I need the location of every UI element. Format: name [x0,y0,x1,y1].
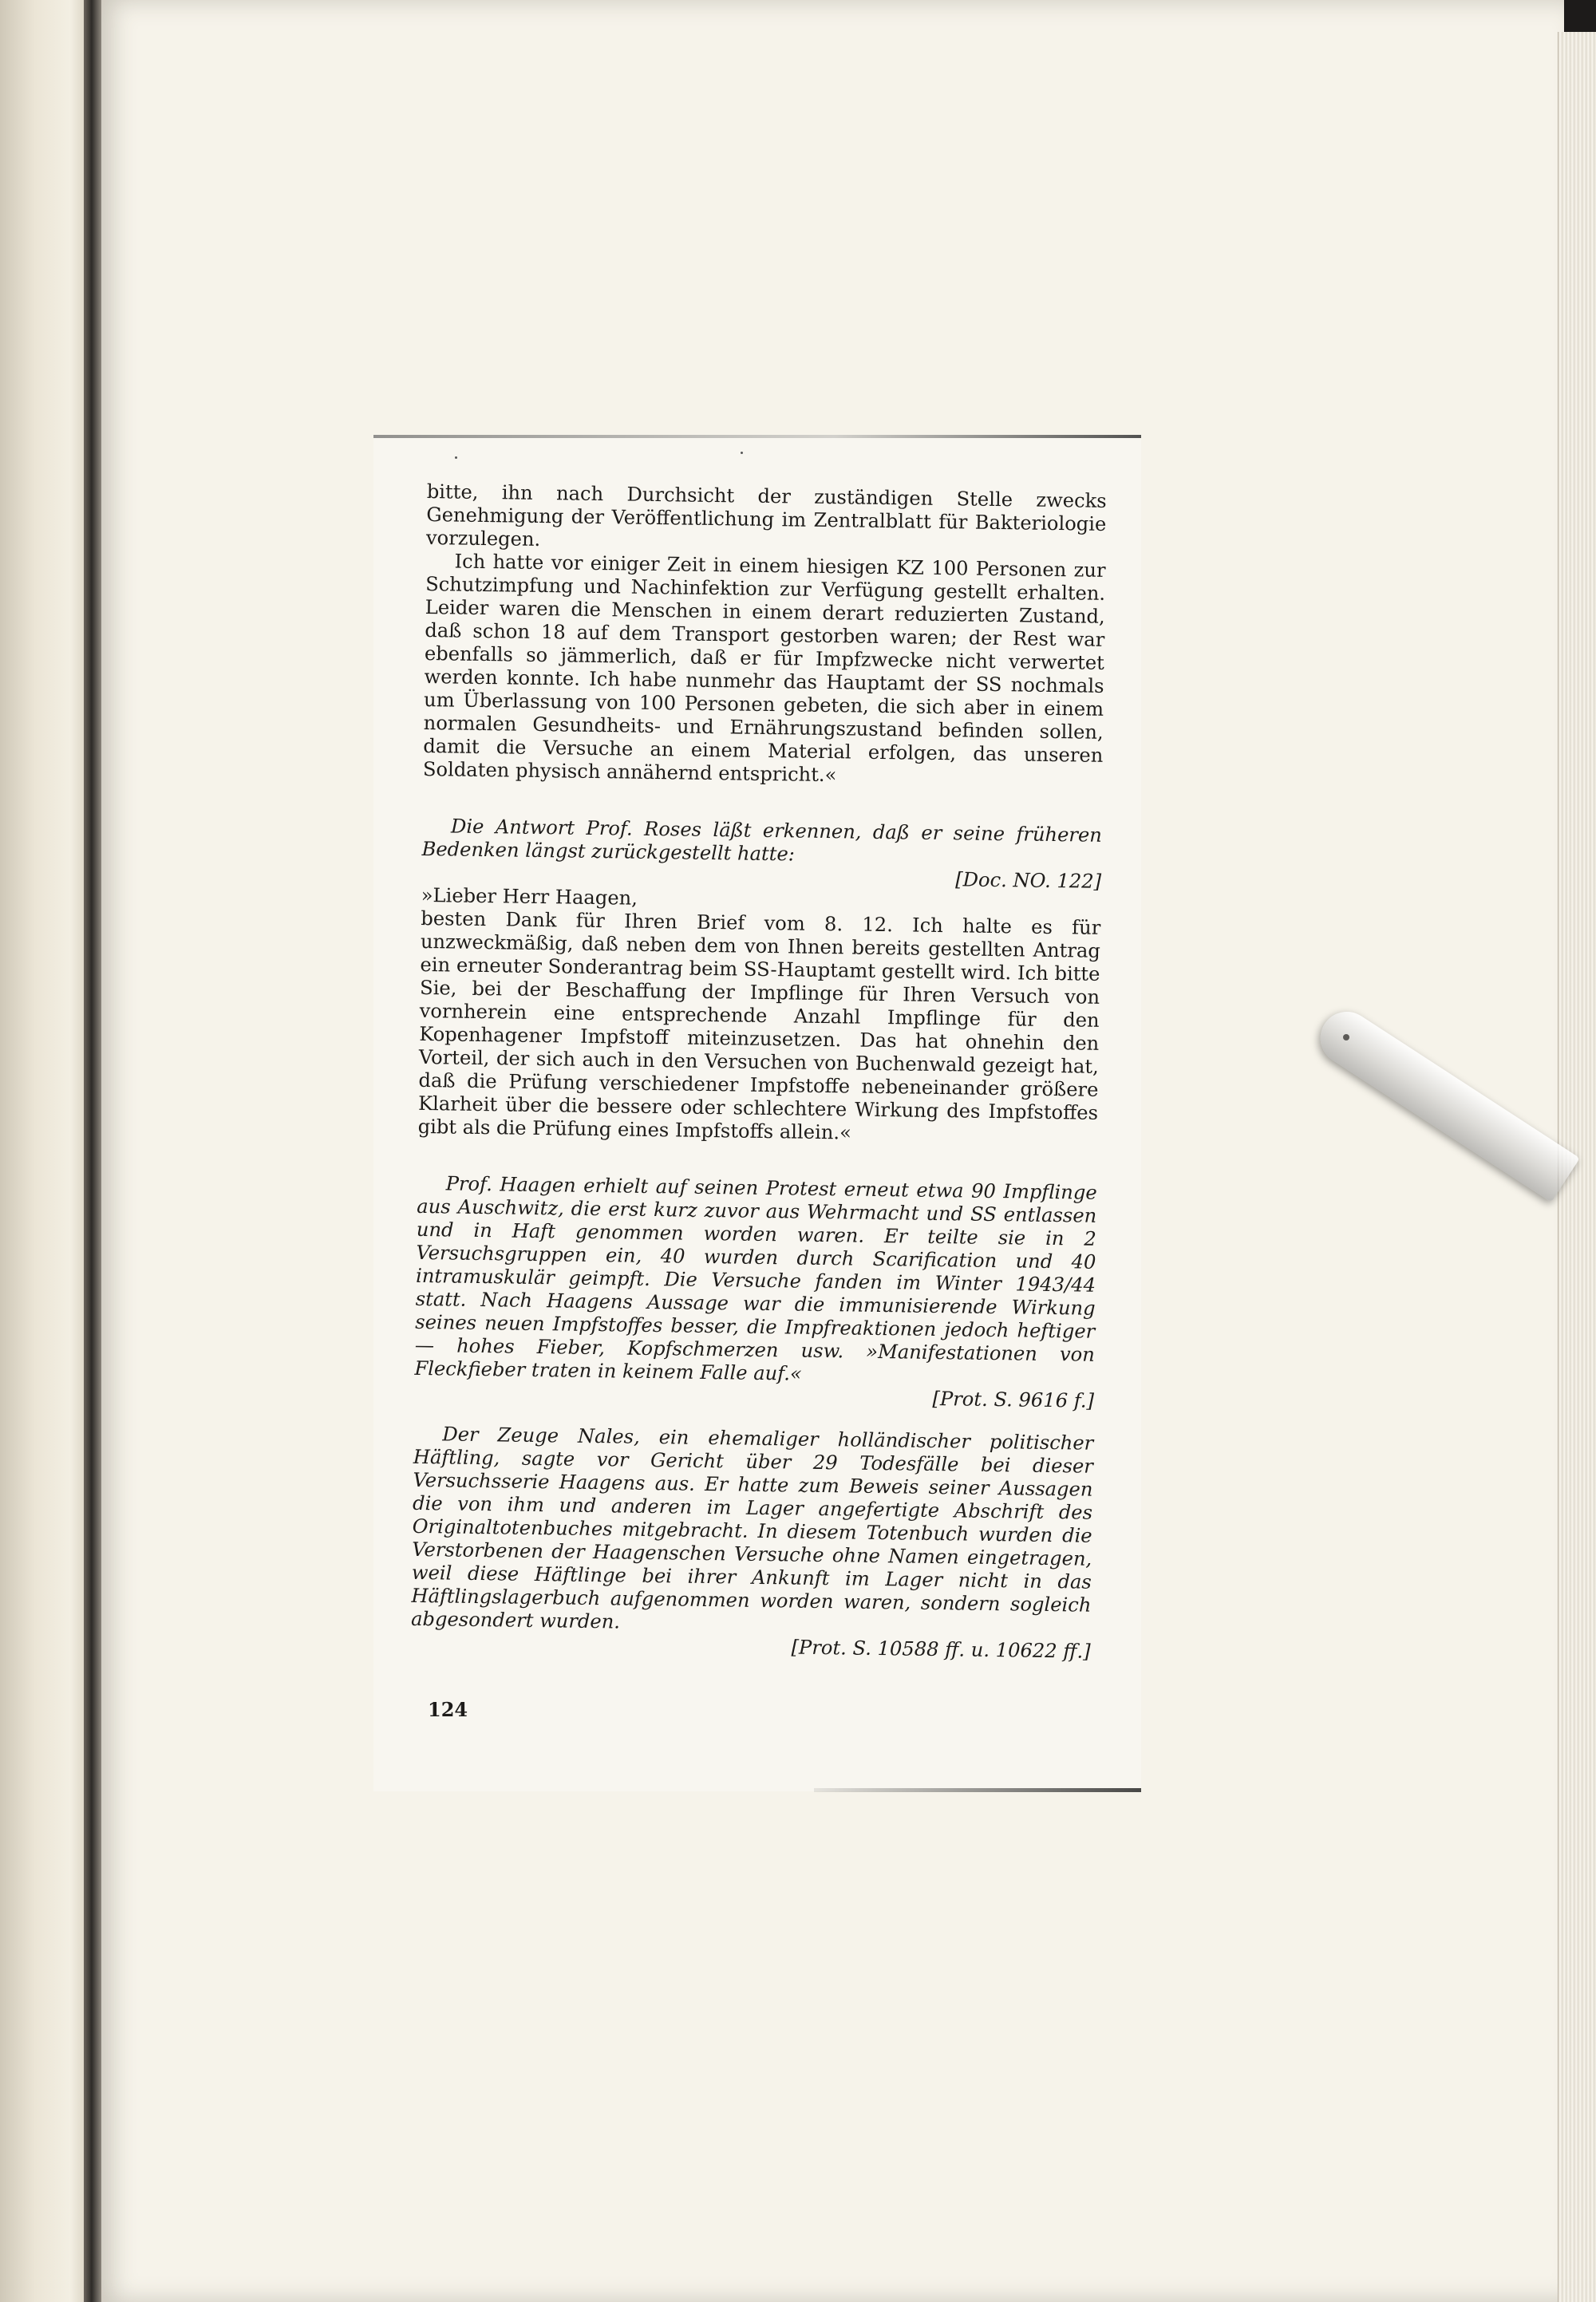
paragraph-commentary-rose: Die Antwort Prof. Roses läßt erkennen, daß er seine früheren Bedenken längst zurückgestellt hatte: [421,815,1103,866]
reference-doc: [Doc. NO. 122] [955,868,1102,893]
speck [741,452,743,454]
speck [455,456,457,459]
paragraph-commentary-haagen: Prof. Haagen erhielt auf seinen Protest erneut etwa 90 Impflinge aus Auschwitz, die erst kurz zuvor aus Wehrmacht und SS entlassen und in Haft genommen worden waren. Er teilte sie in 2 Versuchsgruppen ein, 40 wurden durch Scarification und 40 intramuskulär geimpft. Die Versuche fanden im Winter 1943/44 statt. Nach Haagens Aussage war die immunisierende Wirkung seines neuen Impfstoffes besser, die Impfreaktionen jedoch heftiger — hohes Fieber, Kopfschmerzen usw. »Manifestationen von Fleckfieber traten in keinem Falle auf.« [414,1172,1097,1385]
pointer-hole [1343,1034,1349,1040]
paragraph-letter-end: bitte, ihn nach Durchsicht der zuständigen Stelle zwecks Genehmigung der Veröffentlichung im Zentralblatt für Bakteriologie vorzulegen. [425,480,1107,551]
reference-prot-1: [Prot. S. 9616 f.] [932,1387,1095,1412]
text-block [410,480,1106,1664]
left-page-edge [0,0,88,2302]
paragraph-witness-nales: Der Zeuge Nales, ein ehemaliger holländischer politischer Häftling, sagte vor Gericht über 29 Todesfälle bei dieser Versuchsserie Haagens aus. Er hatte zum Beweis seiner Aussagen die von ihm und anderen im Lager angefertigte Abschrift des Originaltotenbuches mitgebracht. In diesem Totenbuch wurden die Verstorbenen der Haagenschen Versuche ohne Namen eingetragen, weil diese Häftlinge bei ihrer Ankunft im Lager nicht in das Häftlingslagerbuch aufgenommen worden waren, sondern sogleich abgesondert wurden. [410,1423,1094,1633]
photo-top-edge [373,435,1141,438]
paragraph-letter-rose: besten Dank für Ihren Brief vom 8. 12. Ich halte es für unzweckmäßig, daß neben dem von Ihnen bereits gestellten Antrag ein erneuter Sonderantrag beim SS-Hauptamt gestellt wird. Ich bitte Sie, bei der Beschaffung der Impflinge für Ihren Versuch von vornherein eine entsprechende Anzahl Impflinge für den Kopenhagener Impfstoff miteinzusetzen. Das hat ohnehin den Vorteil, der sich auch in den Versuchen von Buchenwald gezeigt hat, daß die Prüfung verschiedener Impfstoffe nebeneinander größere Klarheit über die bessere oder schlechtere Wirkung des Impfstoffes gibt als die Prüfung eines Impfstoffs allein.« [417,906,1101,1144]
photo-bottom-edge [814,1788,1141,1792]
page-number: 124 [428,1698,468,1721]
gutter-shadow [84,0,101,2302]
paragraph-letter-body: Ich hatte vor einiger Zeit in einem hiesigen KZ 100 Personen zur Schutzimpfung und Nachinfektion zur Verfügung gestellt erhalten. Leider waren die Menschen in einem derart reduzierten Zustand, daß schon 18 auf dem Transport gestorben waren; der Rest war ebenfalls so jämmerlich, daß er für Impfzwecke nicht verwertet werden konnte. Ich habe nunmehr das Hauptamt der SS nochmals um Überlassung von 100 Personen gebeten, die sich aber in einem normalen Gesundheits- und Ernährungszustand befinden sollen, damit die Versuche an einem Material erfolgen, das unseren Soldaten physisch annähernd entspricht.« [422,550,1106,787]
letter-salutation: »Lieber Herr Haagen, [421,883,638,910]
reference-prot-2: [Prot. S. 10588 ff. u. 10622 ff.] [791,1636,1091,1663]
